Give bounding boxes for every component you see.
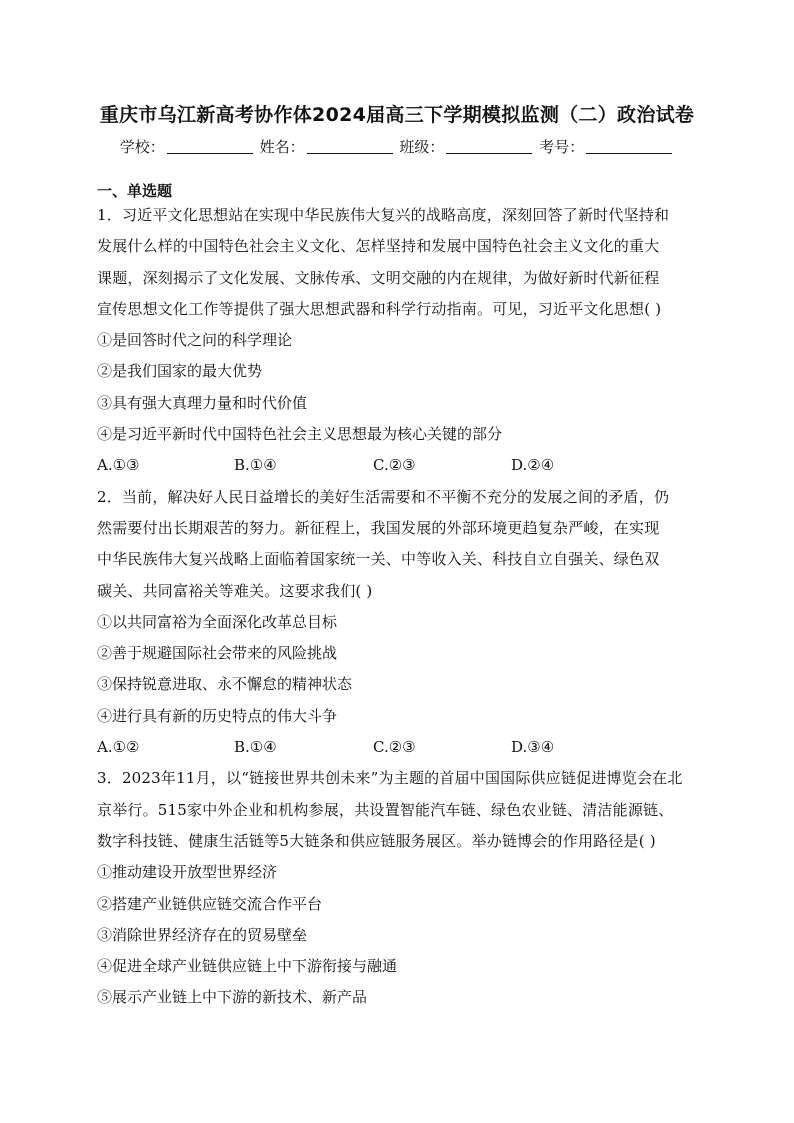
question-option: ①是回答时代之问的科学理论 bbox=[97, 331, 293, 350]
question-option: ⑤展示产业链上中下游的新技术、新产品 bbox=[97, 988, 368, 1007]
question-option: ④促进全球产业链供应链上中下游衔接与融通 bbox=[97, 957, 398, 976]
section-title: 一、单选题 bbox=[97, 182, 173, 200]
page-title: 重庆市乌江新高考协作体2024届高三下学期模拟监测（二）政治试卷 bbox=[99, 104, 695, 126]
question-stem-line: 3．2023年11月，以“链接世界共创未来”为主题的首届中国国际供应链促进博览会在北 bbox=[97, 769, 683, 788]
number-label: 考号： bbox=[539, 138, 585, 156]
question-option: ②是我们国家的最大优势 bbox=[97, 362, 263, 381]
choice-c[interactable]: C.②③ bbox=[373, 456, 416, 475]
question-option: ④进行具有新的历史特点的伟大斗争 bbox=[97, 706, 338, 725]
question-stem-line: 数字科技链、健康生活链等5大链条和供应链服务展区。举办链博会的作用路径是( ) bbox=[97, 831, 656, 850]
question-option: ④是习近平新时代中国特色社会主义思想最为核心关键的部分 bbox=[97, 425, 503, 444]
answer-choices bbox=[97, 454, 699, 485]
question-option: ③具有强大真理力量和时代价值 bbox=[97, 393, 308, 412]
question-stem-line: 1．习近平文化思想站在实现中华民族伟大复兴的战略高度，深刻回答了新时代坚持和 bbox=[97, 206, 670, 224]
question bbox=[97, 204, 699, 486]
question-list bbox=[97, 204, 699, 1018]
question-stem-line: 然需要付出长期艰苦的努力。新征程上，我国发展的外部环境更趋复杂严峻，在实现 bbox=[97, 518, 660, 537]
name-blank[interactable] bbox=[307, 139, 393, 154]
choice-b[interactable]: B.①④ bbox=[234, 456, 277, 475]
school-label: 学校： bbox=[119, 138, 165, 156]
number-blank[interactable] bbox=[586, 139, 672, 154]
question-stem-line: 发展什么样的中国特色社会主义文化、怎样坚持和发展中国特色社会主义文化的重大 bbox=[97, 237, 660, 256]
question-stem-line: 碳关、共同富裕关等难关。这要求我们( ) bbox=[97, 581, 373, 600]
question-option: ②搭建产业链供应链交流合作平台 bbox=[97, 894, 323, 913]
choice-a[interactable]: A.①③ bbox=[97, 456, 140, 475]
question-stem-line: 宣传思想文化工作等提供了强大思想武器和科学行动指南。可见，习近平文化思想( ) bbox=[97, 299, 662, 318]
question-stem-line: 2．当前，解决好人民日益增长的美好生活需要和不平衡不充分的发展之间的矛盾，仍 bbox=[97, 487, 670, 506]
class-label: 班级： bbox=[399, 138, 445, 156]
choice-b[interactable]: B.①④ bbox=[234, 738, 277, 757]
class-blank[interactable] bbox=[446, 139, 532, 154]
question-stem-line: 京举行。515家中外企业和机构参展，共设置智能汽车链、绿色农业链、清洁能源链、 bbox=[97, 800, 674, 819]
student-info-row bbox=[0, 136, 794, 157]
question-option: ③保持锐意进取、永不懈怠的精神状态 bbox=[97, 675, 353, 694]
question-stem-line: 课题，深刻揭示了文化发展、文脉传承、文明交融的内在规律，为做好新时代新征程 bbox=[97, 268, 660, 287]
question-stem-line: 中华民族伟大复兴战略上面临着国家统一关、中等收入关、科技自立自强关、绿色双 bbox=[97, 550, 660, 569]
school-blank[interactable] bbox=[167, 139, 253, 154]
choice-d[interactable]: D.②④ bbox=[511, 456, 555, 475]
choice-c[interactable]: C.②③ bbox=[373, 738, 416, 757]
question bbox=[97, 486, 699, 768]
answer-choices bbox=[97, 736, 699, 767]
name-label: 姓名： bbox=[259, 138, 305, 156]
question-option: ①以共同富裕为全面深化改革总目标 bbox=[97, 612, 338, 631]
choice-d[interactable]: D.③④ bbox=[511, 738, 555, 757]
question-option: ③消除世界经济存在的贸易壁垒 bbox=[97, 925, 308, 944]
question-option: ①推动建设开放型世界经济 bbox=[97, 863, 278, 882]
question-option: ②善于规避国际社会带来的风险挑战 bbox=[97, 644, 338, 663]
question bbox=[97, 767, 699, 1017]
choice-a[interactable]: A.①② bbox=[97, 738, 140, 757]
